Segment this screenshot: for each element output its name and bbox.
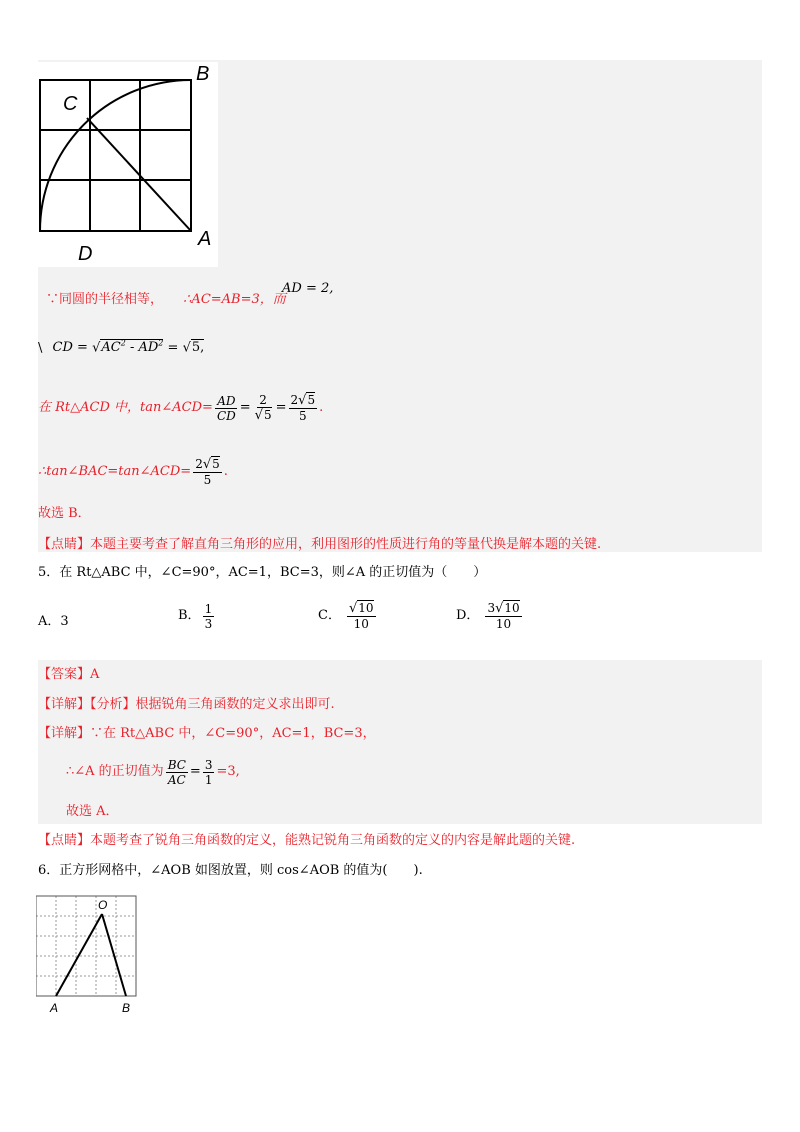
sol5-comment bbox=[38, 833, 575, 849]
sol4-line2: \ CD = $√AC^2 - AD^2 = √5$, bbox=[38, 339, 205, 356]
q5-stem: 5．在 Rt△ABC 中，∠C=90°，AC=1，BC=3，则∠A 的正切值为（ ） bbox=[38, 565, 487, 580]
label-b: B bbox=[196, 63, 210, 85]
frac-den: 5 bbox=[203, 473, 212, 487]
option-b-label: B． bbox=[178, 608, 201, 623]
answer-tag: 【答案】 bbox=[38, 667, 91, 682]
option-d-num-coef: 3 bbox=[487, 601, 496, 615]
grid-arc-figure bbox=[38, 62, 218, 267]
option-c[interactable]: C． $\frac{√10}{10}$ bbox=[318, 601, 374, 631]
ad-term: - AD bbox=[125, 340, 159, 356]
option-c-den: 10 bbox=[353, 617, 369, 631]
sol5-answer bbox=[38, 667, 99, 683]
exp-2: 2 bbox=[158, 339, 164, 348]
period: . bbox=[223, 464, 228, 479]
sol5-choice: 故选 A． bbox=[66, 804, 119, 819]
exp-1: 2 bbox=[120, 339, 126, 348]
because-text: ∵同圆的半径相等， bbox=[46, 292, 164, 307]
frac3-num-coef: 2 bbox=[290, 393, 299, 407]
sol5-analysis bbox=[38, 697, 335, 713]
frac2-den: 5 bbox=[263, 408, 272, 422]
equals: = bbox=[167, 340, 179, 356]
label-a: A bbox=[198, 228, 212, 250]
ad-value: AD = 2, bbox=[282, 281, 334, 296]
tan-frac2-den: 1 bbox=[204, 772, 213, 787]
solution-5-panel bbox=[38, 660, 762, 824]
sol4-line1 bbox=[46, 292, 286, 308]
equals: = bbox=[189, 764, 201, 779]
label-o: O bbox=[98, 898, 108, 912]
detail-text: ∵在 Rt△ABC 中，∠C=90°，AC=1，BC=3， bbox=[90, 726, 376, 741]
sol5-detail bbox=[38, 726, 376, 742]
therefore-text: ∴AC=AB=3，而 bbox=[183, 292, 286, 307]
comment-text: 本题主要考查了解直角三角形的应用，利用图形的性质进行角的等量代换是解本题的关键. bbox=[90, 537, 602, 552]
q6-stem: 6．正方形网格中，∠AOB 如图放置，则 cos∠AOB 的值为( ). bbox=[38, 863, 423, 878]
sol5-tan bbox=[66, 752, 240, 792]
frac1-num: AD bbox=[217, 393, 236, 408]
option-d-num-rad: 10 bbox=[504, 601, 520, 615]
comment-tag: 【点睛】 bbox=[38, 833, 91, 848]
equals-1: = bbox=[239, 400, 251, 415]
option-c-label: C． bbox=[318, 608, 341, 623]
frac-num-rad: 5 bbox=[212, 457, 220, 471]
tan-frac1-num: BC bbox=[167, 757, 186, 772]
option-d-label: D． bbox=[456, 608, 480, 623]
sol4-comment bbox=[38, 537, 601, 553]
label-d: D bbox=[78, 243, 93, 265]
tan-frac2-num: 3 bbox=[204, 757, 213, 772]
frac3-num-rad: 5 bbox=[307, 393, 316, 407]
sqrt5-value: 5, bbox=[191, 340, 205, 356]
angle-grid-figure bbox=[36, 892, 144, 1016]
option-d[interactable]: D． $\frac{3√10}{10}$ bbox=[456, 601, 520, 631]
sol4-choice: 故选 B． bbox=[38, 506, 91, 521]
option-a[interactable]: A．3 bbox=[38, 614, 69, 629]
tan-result: =3, bbox=[216, 764, 240, 779]
period: . bbox=[319, 400, 324, 415]
detail-tag: 【详解】 bbox=[38, 726, 91, 741]
sol4-line4: ∴tan∠BAC=tan∠ACD= $\frac{2√5}{5}$ . bbox=[38, 457, 228, 487]
analysis-tag: 【分析】 bbox=[90, 697, 136, 712]
option-b-num: 1 bbox=[204, 601, 213, 616]
equals-2: = bbox=[275, 400, 287, 415]
frac3-den: 5 bbox=[298, 409, 307, 423]
detail-tag: 【详解】 bbox=[38, 697, 91, 712]
answer-value: A bbox=[90, 667, 100, 682]
ac-term: AC bbox=[101, 340, 121, 356]
comment-tag: 【点睛】 bbox=[38, 537, 91, 552]
tan-bac-prefix: ∴tan∠BAC=tan∠ACD= bbox=[38, 464, 192, 479]
analysis-text: 根据锐角三角函数的定义求出即可. bbox=[135, 697, 335, 712]
label-c: C bbox=[63, 93, 78, 115]
frac2-num: 2 bbox=[259, 393, 267, 407]
option-b-den: 3 bbox=[204, 616, 213, 631]
q5-options bbox=[38, 596, 762, 636]
option-d-den: 10 bbox=[495, 617, 512, 631]
option-c-num: 10 bbox=[358, 601, 374, 615]
backslash-glyph: \ bbox=[38, 340, 43, 356]
sol4-line3: 在 Rt△ACD 中，tan∠ACD= $\frac{AD}{CD}$ = $\frac{2}{√5}$ = $\frac{2√5}{5}$ . bbox=[38, 393, 324, 423]
tan-acd-prefix: 在 Rt△ACD 中，tan∠ACD= bbox=[38, 400, 213, 415]
frac-num-coef: 2 bbox=[195, 457, 203, 471]
label-b: B bbox=[122, 1001, 131, 1015]
comment-text: 本题考查了锐角三角函数的定义，能熟记锐角三角函数的定义的内容是解此题的关键. bbox=[90, 833, 576, 848]
cd-label: CD = bbox=[52, 340, 88, 356]
label-a: A bbox=[50, 1001, 59, 1015]
tan-frac1-den: AC bbox=[167, 772, 186, 787]
tan-prefix: ∴∠A 的正切值为 bbox=[66, 764, 164, 779]
option-b[interactable] bbox=[178, 596, 216, 636]
frac1-den: CD bbox=[216, 408, 236, 423]
